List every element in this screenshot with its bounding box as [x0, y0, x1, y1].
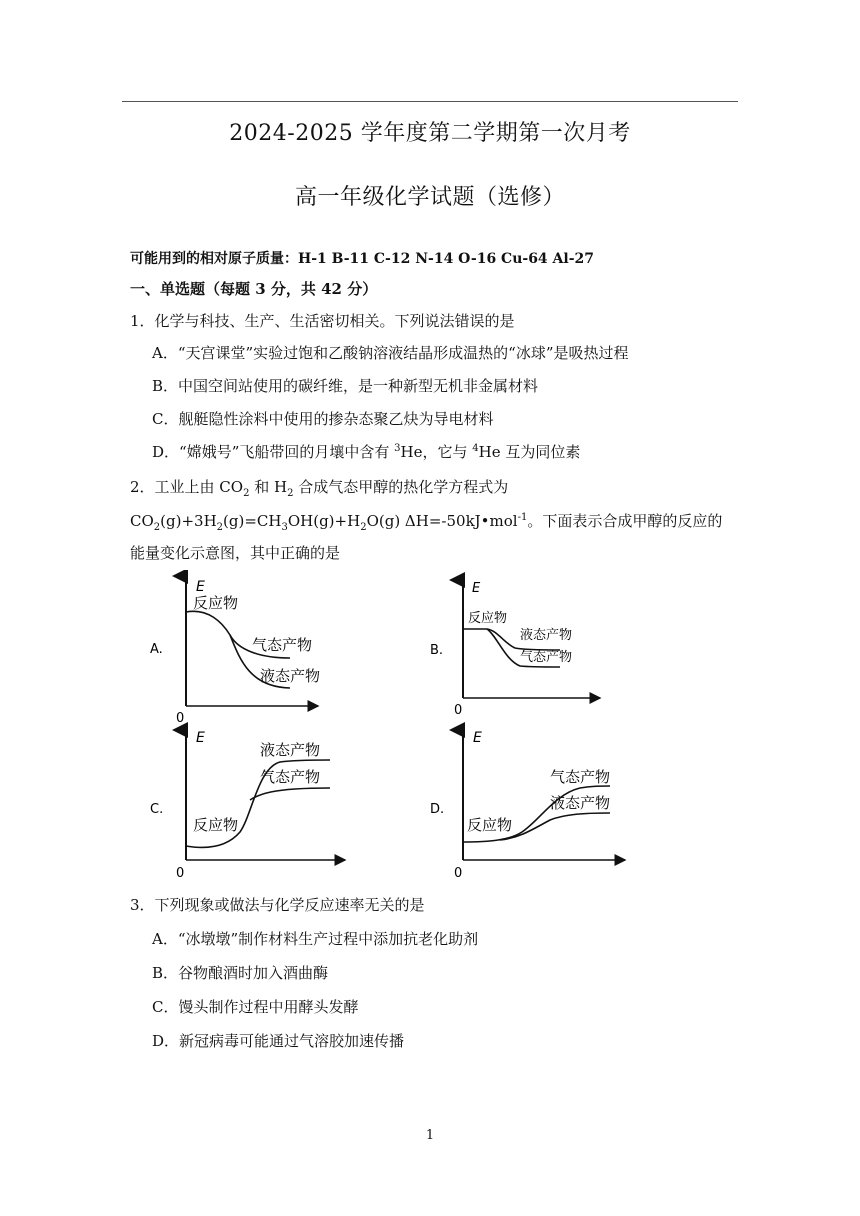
question-2-line3: 能量变化示意图，其中正确的是	[130, 544, 341, 562]
diagram-b-liquid-label: 液态产物	[520, 628, 573, 643]
question-3-option-c: C．馒头制作过程中用酵头发酵	[152, 998, 359, 1016]
diagram-a	[150, 576, 320, 726]
energy-diagrams	[0, 570, 860, 880]
question-3-stem: 3．下列现象或做法与化学反应速率无关的是	[130, 896, 425, 914]
diagram-d-reactant-label: 反应物	[467, 816, 513, 834]
question-1-option-b: B．中国空间站使用的碳纤维，是一种新型无机非金属材料	[152, 377, 539, 395]
diagram-d-liquid-curve	[500, 813, 610, 840]
question-1-option-d: D．“嫦娥号”飞船带回的月壤中含有 $^3$He，它与 $^4$He 互为同位素	[152, 443, 581, 461]
diagram-a-option-label: A.	[150, 642, 163, 657]
question-3-option-a: A．“冰墩墩”制作材料生产过程中添加抗老化助剂	[152, 930, 479, 948]
diagram-c-gas-curve	[250, 788, 330, 800]
section-heading: 一、单选题（每题 3 分，共 42 分）	[130, 280, 378, 298]
diagram-c	[150, 730, 345, 880]
atomic-mass-line: 可能用到的相对原子质量：H-1 B-11 C-12 N-14 O-16 Cu-64 Al-27	[130, 251, 595, 267]
question-1-stem: 1．化学与科技、生产、生活密切相关。下列说法错误的是	[130, 312, 515, 330]
diagram-b-reactant-label: 反应物	[468, 611, 508, 626]
diagram-c-option-label: C.	[150, 802, 164, 817]
question-2-equation: $CO_2(g)+3H_2(g)=CH_3OH(g)+H_2O(g)$ ΔH=-50kJ•mol$^{-1}$。下面表示合成甲醇的反应的	[130, 512, 723, 533]
diagram-d-option-label: D.	[430, 802, 445, 817]
diagram-c-origin: 0	[176, 866, 185, 880]
diagram-c-reactant-label: 反应物	[193, 816, 239, 834]
diagram-b-gas-label: 气态产物	[520, 650, 573, 665]
question-3-option-b: B．谷物酿酒时加入酒曲酶	[152, 964, 329, 982]
diagram-a-axis-label: E	[196, 579, 205, 595]
exam-title: 2024-2025 学年度第二学期第一次月考	[229, 121, 631, 146]
diagram-a-liquid-label: 液态产物	[260, 667, 321, 685]
diagram-d-gas-label: 气态产物	[550, 768, 611, 786]
diagram-b-option-label: B.	[430, 643, 444, 658]
question-1-option-c: C．舰艇隐性涂料中使用的掺杂态聚乙炔为导电材料	[152, 410, 494, 428]
diagram-b-axis-label: E	[472, 581, 481, 596]
diagram-d-axis-label: E	[473, 730, 482, 746]
diagram-b-origin: 0	[454, 703, 463, 718]
diagram-c-gas-label: 气态产物	[260, 768, 321, 786]
exam-subtitle: 高一年级化学试题（选修）	[294, 185, 565, 210]
question-1-option-a: A．“天宫课堂”实验过饱和乙酸钠溶液结晶形成温热的“冰球”是吸热过程	[152, 344, 629, 362]
diagram-d-liquid-label: 液态产物	[550, 794, 611, 812]
question-3-option-d: D．新冠病毒可能通过气溶胶加速传播	[152, 1032, 405, 1050]
diagram-c-liquid-label: 液态产物	[260, 741, 321, 759]
header-rule	[122, 101, 738, 102]
diagram-d-origin: 0	[454, 866, 463, 880]
page-number: 1	[425, 1128, 435, 1143]
diagram-a-origin: 0	[176, 711, 185, 726]
diagram-b	[430, 580, 600, 718]
diagram-c-axis-label: E	[196, 730, 205, 746]
diagram-d	[430, 730, 625, 880]
diagram-a-gas-label: 气态产物	[252, 636, 313, 654]
diagram-a-reactant-label: 反应物	[193, 594, 239, 612]
question-2-stem: 2．工业上由 $CO_2$ 和 $H_2$ 合成气态甲醇的热化学方程式为	[130, 478, 509, 499]
